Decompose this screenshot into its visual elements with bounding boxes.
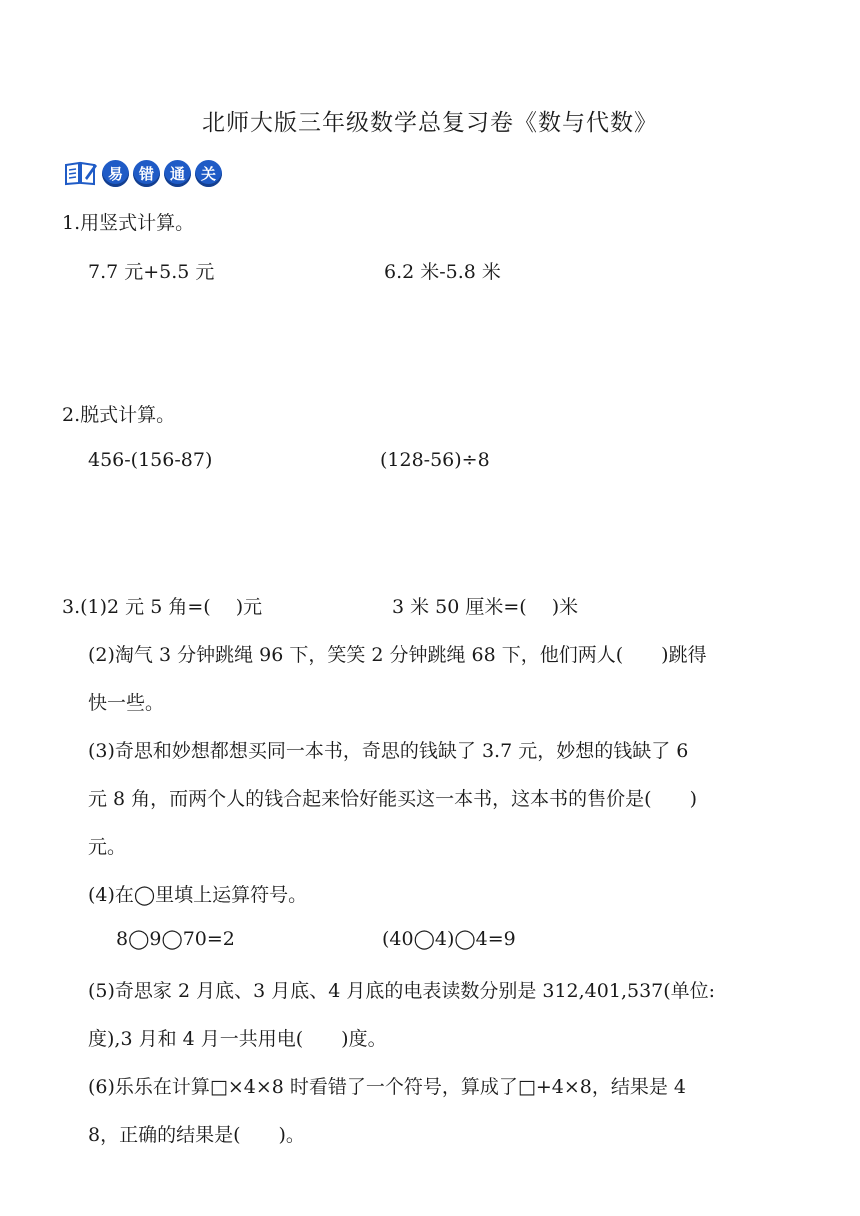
section-banner: [64, 158, 222, 188]
page-title: 北师大版三年级数学总复习卷《数与代数》: [202, 110, 658, 136]
banner-char-1: 易: [102, 160, 129, 187]
q3-part2-line1: (2)淘气 3 分钟跳绳 96 下，笑笑 2 分钟跳绳 68 下，他们两人( )跳得: [88, 644, 707, 666]
q3-part4-b: (40◯4)◯4=9: [382, 928, 516, 950]
q2-heading: 2.脱式计算。: [62, 404, 176, 426]
banner-char-4: 关: [195, 160, 222, 187]
q3-part6-line1: (6)乐乐在计算□×4×8 时看错了一个符号，算成了□+4×8，结果是 4: [88, 1076, 687, 1098]
q1-item-1: 7.7 元+5.5 元: [88, 261, 215, 283]
q1-heading: 1.用竖式计算。: [62, 212, 195, 234]
q3-part3-line2: 元 8 角，而两个人的钱合起来恰好能买这一本书，这本书的售价是( ): [88, 788, 697, 810]
banner-char-2: 错: [133, 160, 160, 187]
q3-part4-heading: (4)在◯里填上运算符号。: [88, 884, 308, 906]
q3-part3-line3: 元。: [88, 836, 127, 858]
q3-part5-line2: 度),3 月和 4 月一共用电( )度。: [88, 1028, 387, 1050]
q3-part4-a: 8◯9◯70=2: [116, 928, 235, 950]
q2-item-1: 456-(156-87): [88, 449, 213, 471]
q2-item-2: (128-56)÷8: [380, 449, 490, 471]
q1-item-2: 6.2 米-5.8 米: [384, 261, 501, 283]
q3-part1-b: 3 米 50 厘米=( )米: [392, 596, 579, 618]
q3-part1-a: 3.(1)2 元 5 角=( )元: [62, 596, 263, 618]
q3-part3-line1: (3)奇思和妙想都想买同一本书，奇思的钱缺了 3.7 元，妙想的钱缺了 6: [88, 740, 689, 762]
banner-char-3: 通: [164, 160, 191, 187]
q3-part2-line2: 快一些。: [88, 692, 165, 714]
book-pencil-icon: [64, 160, 98, 186]
q3-part5-line1: (5)奇思家 2 月底、3 月底、4 月底的电表读数分别是 312,401,537(单位:: [88, 980, 716, 1002]
q3-part6-line2: 8，正确的结果是( )。: [88, 1124, 305, 1146]
